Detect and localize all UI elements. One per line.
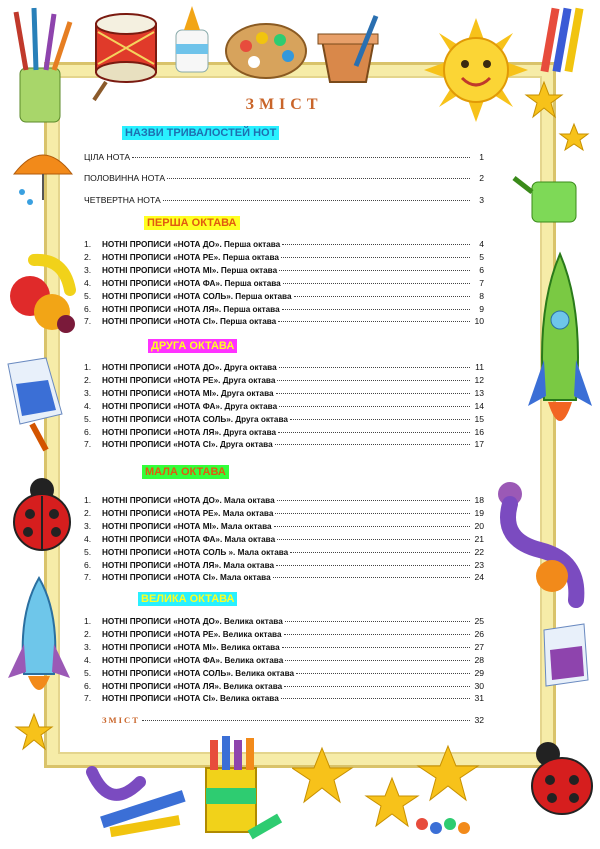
toc-entry-page: 28 bbox=[474, 654, 484, 665]
toc-entry-page: 5 bbox=[479, 251, 484, 262]
rocket-icon bbox=[524, 250, 596, 440]
toc-entry-number: 7. bbox=[84, 316, 92, 327]
leader-dots bbox=[285, 615, 470, 622]
leader-dots bbox=[274, 520, 470, 527]
toc-entry-title: НОТНІ ПРОПИСИ «НОТА СОЛЬ ». Мала октава bbox=[102, 547, 289, 557]
leader-dots bbox=[282, 303, 470, 310]
watering-can-icon bbox=[534, 620, 594, 700]
glue-bottle-icon bbox=[170, 2, 214, 76]
toc-entry-contents[interactable] bbox=[102, 714, 484, 727]
toc-entry-page: 30 bbox=[474, 680, 484, 691]
toc-entry-title: НОТНІ ПРОПИСИ «НОТА СІ». Перша октава bbox=[102, 317, 277, 327]
toc-entry-page: 9 bbox=[479, 303, 484, 314]
toc-entry-number: 5. bbox=[84, 546, 92, 557]
toc-entry-title: НОТНІ ПРОПИСИ «НОТА РЕ». Друга октава bbox=[102, 375, 276, 385]
toc-entry-page: 11 bbox=[475, 362, 484, 372]
toc-entry[interactable] bbox=[84, 692, 484, 705]
toc-entry[interactable] bbox=[84, 251, 484, 264]
toc-entry-page: 25 bbox=[474, 616, 484, 626]
toc-entry-page: 27 bbox=[474, 641, 484, 652]
toc-entry-number: 2. bbox=[84, 251, 92, 262]
toc-entry-title: НОТНІ ПРОПИСИ «НОТА МІ». Велика октава bbox=[102, 642, 280, 652]
leader-dots bbox=[275, 507, 470, 514]
toc-entry-page: 12 bbox=[474, 374, 484, 385]
toc-entry-page: 22 bbox=[474, 546, 484, 557]
toc-entry-number: 7. bbox=[84, 572, 92, 583]
toc-entry-page: 13 bbox=[474, 387, 484, 398]
toc-entry-title: НОТНІ ПРОПИСИ «НОТА ЛЯ». Перша октава bbox=[102, 304, 280, 314]
toc-entry-title: НОТНІ ПРОПИСИ «НОТА РЕ». Перша октава bbox=[102, 252, 279, 262]
umbrella-icon bbox=[8, 140, 78, 210]
drum-icon bbox=[88, 2, 166, 102]
flowerpot-icon bbox=[316, 6, 388, 90]
star-icon bbox=[292, 744, 512, 844]
toc-entry[interactable] bbox=[84, 315, 484, 328]
toc-entry-number: 1. bbox=[84, 616, 92, 626]
leader-dots bbox=[277, 533, 470, 540]
toc-entry-title: НОТНІ ПРОПИСИ «НОТА СОЛЬ». Друга октава bbox=[102, 414, 288, 424]
watering-can-icon bbox=[2, 354, 72, 454]
toc-entry-number: 1. bbox=[84, 239, 92, 249]
toc-entry[interactable] bbox=[84, 533, 484, 546]
toc-entry[interactable] bbox=[84, 641, 484, 654]
leader-dots bbox=[294, 290, 470, 297]
rocket-icon bbox=[4, 574, 74, 704]
leader-dots bbox=[290, 413, 470, 420]
paintbrushes-icon bbox=[8, 6, 78, 126]
leader-dots bbox=[275, 438, 470, 445]
star-icon bbox=[524, 80, 594, 170]
toc-entry[interactable] bbox=[84, 654, 484, 667]
toc-entry-number: 3. bbox=[84, 520, 92, 531]
toc-entry[interactable] bbox=[84, 494, 484, 507]
crayons-icon bbox=[196, 732, 286, 842]
leader-dots bbox=[276, 387, 470, 394]
toc-entry-page: 6 bbox=[479, 264, 484, 275]
ladybug-icon bbox=[8, 474, 76, 554]
crayons-icon bbox=[540, 2, 590, 82]
section-heading-second-octave: ДРУГА ОКТАВА bbox=[148, 339, 237, 353]
toc-entry-page: 26 bbox=[474, 628, 484, 639]
toc-entry-page: 14 bbox=[474, 400, 484, 411]
toc-entry[interactable] bbox=[84, 667, 484, 680]
leader-dots bbox=[285, 654, 470, 661]
toc-entry-page: 23 bbox=[474, 559, 484, 570]
toc-entry[interactable] bbox=[84, 615, 484, 628]
toc-entry-title: НОТНІ ПРОПИСИ «НОТА СІ». Друга октава bbox=[102, 440, 273, 450]
section-heading-small-octave: МАЛА ОКТАВА bbox=[142, 465, 229, 479]
leader-dots bbox=[277, 494, 470, 501]
toc-entry-title: НОТНІ ПРОПИСИ «НОТА СІ». Мала октава bbox=[102, 573, 271, 583]
leader-dots bbox=[281, 251, 470, 258]
pencil-icon bbox=[80, 742, 190, 842]
leader-dots bbox=[278, 315, 470, 322]
leader-dots bbox=[278, 426, 470, 433]
toc-entry[interactable] bbox=[84, 238, 484, 251]
toc-entry-number: 6. bbox=[84, 426, 92, 437]
toc-entry-page: 1 bbox=[479, 152, 484, 162]
section-heading-great-octave: ВЕЛИКА ОКТАВА bbox=[138, 592, 237, 606]
leader-dots bbox=[282, 238, 470, 245]
toc-entry-title: НОТНІ ПРОПИСИ «НОТА ДО». Перша октава bbox=[102, 240, 281, 249]
toc-entry[interactable] bbox=[84, 172, 484, 185]
toc-entry[interactable] bbox=[84, 264, 484, 277]
toc-entry[interactable] bbox=[84, 546, 484, 559]
toc-entry-number: 6. bbox=[84, 680, 92, 691]
leader-dots bbox=[279, 400, 470, 407]
toc-entry-title: НОТНІ ПРОПИСИ «НОТА ФА». Мала октава bbox=[102, 534, 276, 544]
toc-entry-page: 20 bbox=[474, 520, 484, 531]
toc-entry-number: 3. bbox=[84, 264, 92, 275]
toc-entry-page: 3 bbox=[479, 195, 484, 205]
leader-dots bbox=[277, 374, 470, 381]
toc-entry-title: НОТНІ ПРОПИСИ «НОТА ЛЯ». Велика октава bbox=[102, 681, 283, 691]
leader-dots bbox=[167, 172, 470, 179]
toc-entry[interactable] bbox=[84, 361, 484, 374]
leader-dots bbox=[284, 680, 470, 687]
toc-entry-page: 10 bbox=[474, 316, 484, 327]
toc-entry-title: НОТНІ ПРОПИСИ «НОТА ЛЯ». Мала октава bbox=[102, 560, 275, 570]
fruit-icon bbox=[4, 240, 80, 340]
toc-entry[interactable] bbox=[84, 277, 484, 290]
toc-entry-page: 2 bbox=[479, 173, 484, 183]
toc-entry-number: 3. bbox=[84, 387, 92, 398]
leader-dots bbox=[279, 361, 470, 368]
toc-entry-number: 5. bbox=[84, 290, 92, 301]
toc-entry-page: 8 bbox=[479, 290, 484, 301]
leader-dots bbox=[296, 667, 470, 674]
toc-entry-number: 5. bbox=[84, 413, 92, 424]
toc-entry[interactable] bbox=[84, 628, 484, 641]
toc-entry-title: НОТНІ ПРОПИСИ «НОТА СОЛЬ». Перша октава bbox=[102, 291, 292, 301]
toc-entry-page: 29 bbox=[474, 667, 484, 678]
leader-dots bbox=[282, 641, 470, 648]
toc-entry-title: НОТНІ ПРОПИСИ «НОТА СОЛЬ». Велика октава bbox=[102, 668, 295, 678]
toc-entry-page: 7 bbox=[479, 277, 484, 288]
toc-entry[interactable] bbox=[84, 680, 484, 693]
toc-entry-title: ПОЛОВИННА НОТА bbox=[84, 173, 166, 183]
toc-entry-page: 15 bbox=[474, 413, 484, 424]
toc-entry-number: 2. bbox=[84, 628, 92, 639]
toc-entry-title: ЗМІСТ bbox=[102, 715, 140, 725]
paint-palette-icon bbox=[224, 20, 308, 82]
toc-entry-title: НОТНІ ПРОПИСИ «НОТА ДО». Друга октава bbox=[102, 363, 277, 372]
toc-entry-title: НОТНІ ПРОПИСИ «НОТА ДО». Велика октава bbox=[102, 617, 283, 626]
toc-entry-page: 32 bbox=[474, 715, 484, 725]
toc-entry-title: НОТНІ ПРОПИСИ «НОТА РЕ». Мала октава bbox=[102, 508, 274, 518]
leader-dots bbox=[276, 559, 470, 566]
toc-entry-number: 7. bbox=[84, 439, 92, 450]
toc-entry-page: 24 bbox=[474, 572, 484, 583]
toc-entry-number: 7. bbox=[84, 693, 92, 704]
leader-dots bbox=[281, 692, 470, 699]
toc-entry-title: НОТНІ ПРОПИСИ «НОТА ФА». Велика октава bbox=[102, 655, 284, 665]
section-heading-first-octave: ПЕРША ОКТАВА bbox=[144, 216, 240, 230]
toc-entry-number: 1. bbox=[84, 495, 92, 505]
toc-entry[interactable] bbox=[84, 194, 484, 207]
toc-entry-title: НОТНІ ПРОПИСИ «НОТА ФА». Друга октава bbox=[102, 401, 278, 411]
toc-entry[interactable] bbox=[84, 290, 484, 303]
leader-dots bbox=[132, 151, 470, 158]
toc-entry[interactable] bbox=[84, 387, 484, 400]
toc-entry[interactable] bbox=[84, 571, 484, 584]
toc-entry-number: 3. bbox=[84, 641, 92, 652]
toc-entry-title: ЧЕТВЕРТНА НОТА bbox=[84, 195, 161, 205]
toc-entry-number: 1. bbox=[84, 362, 92, 372]
toc-entry-number: 6. bbox=[84, 303, 92, 314]
toc-entry[interactable] bbox=[84, 520, 484, 533]
toc-entry-number: 4. bbox=[84, 277, 92, 288]
ladybug-icon bbox=[522, 740, 596, 820]
toc-entry[interactable] bbox=[84, 374, 484, 387]
section-heading-durations: НАЗВИ ТРИВАЛОСТЕЙ НОТ bbox=[122, 126, 279, 140]
toc-entry-title: НОТНІ ПРОПИСИ «НОТА СІ». Велика октава bbox=[102, 694, 279, 704]
toc-entry-page: 19 bbox=[474, 507, 484, 518]
leader-dots bbox=[290, 546, 470, 553]
toc-entry-page: 16 bbox=[474, 426, 484, 437]
toc-entry-title: НОТНІ ПРОПИСИ «НОТА ДО». Мала октава bbox=[102, 496, 275, 505]
watering-can-icon bbox=[512, 172, 592, 232]
toc-entry-title: НОТНІ ПРОПИСИ «НОТА РЕ». Велика октава bbox=[102, 629, 282, 639]
page-title: ЗМІСТ bbox=[245, 96, 323, 113]
toc-entry-number: 4. bbox=[84, 533, 92, 544]
leader-dots bbox=[283, 277, 470, 284]
caterpillar-icon bbox=[480, 480, 596, 610]
toc-entry-number: 2. bbox=[84, 507, 92, 518]
toc-entry-number: 5. bbox=[84, 667, 92, 678]
leader-dots bbox=[273, 571, 470, 578]
toc-entry-title: НОТНІ ПРОПИСИ «НОТА МІ». Перша октава bbox=[102, 265, 278, 275]
toc-entry[interactable] bbox=[84, 400, 484, 413]
toc-entry-number: 2. bbox=[84, 374, 92, 385]
toc-entry-page: 31 bbox=[474, 693, 484, 704]
toc-entry-page: 21 bbox=[474, 533, 484, 544]
toc-entry[interactable] bbox=[84, 151, 484, 164]
toc-entry-title: ЦІЛА НОТА bbox=[84, 152, 131, 162]
toc-entry[interactable] bbox=[84, 303, 484, 316]
toc-entry-number: 4. bbox=[84, 654, 92, 665]
toc-entry[interactable] bbox=[84, 426, 484, 439]
leader-dots bbox=[284, 628, 471, 635]
toc-entry[interactable] bbox=[84, 559, 484, 572]
leader-dots bbox=[163, 194, 470, 201]
toc-entry[interactable] bbox=[84, 438, 484, 451]
leader-dots bbox=[279, 264, 470, 271]
toc-entry-title: НОТНІ ПРОПИСИ «НОТА МІ». Друга октава bbox=[102, 388, 274, 398]
toc-entry-title: НОТНІ ПРОПИСИ «НОТА ЛЯ». Друга октава bbox=[102, 427, 277, 437]
toc-entry-title: НОТНІ ПРОПИСИ «НОТА МІ». Мала октава bbox=[102, 521, 272, 531]
toc-entry-page: 4 bbox=[479, 239, 484, 249]
toc-entry-number: 4. bbox=[84, 400, 92, 411]
toc-entry-page: 18 bbox=[474, 495, 484, 505]
toc-entry-number: 6. bbox=[84, 559, 92, 570]
toc-entry-title: НОТНІ ПРОПИСИ «НОТА ФА». Перша октава bbox=[102, 278, 281, 288]
toc-entry[interactable] bbox=[84, 413, 484, 426]
star-icon bbox=[14, 712, 54, 752]
leader-dots bbox=[142, 714, 470, 721]
toc-entry-page: 17 bbox=[474, 439, 484, 450]
toc-entry[interactable] bbox=[84, 507, 484, 520]
